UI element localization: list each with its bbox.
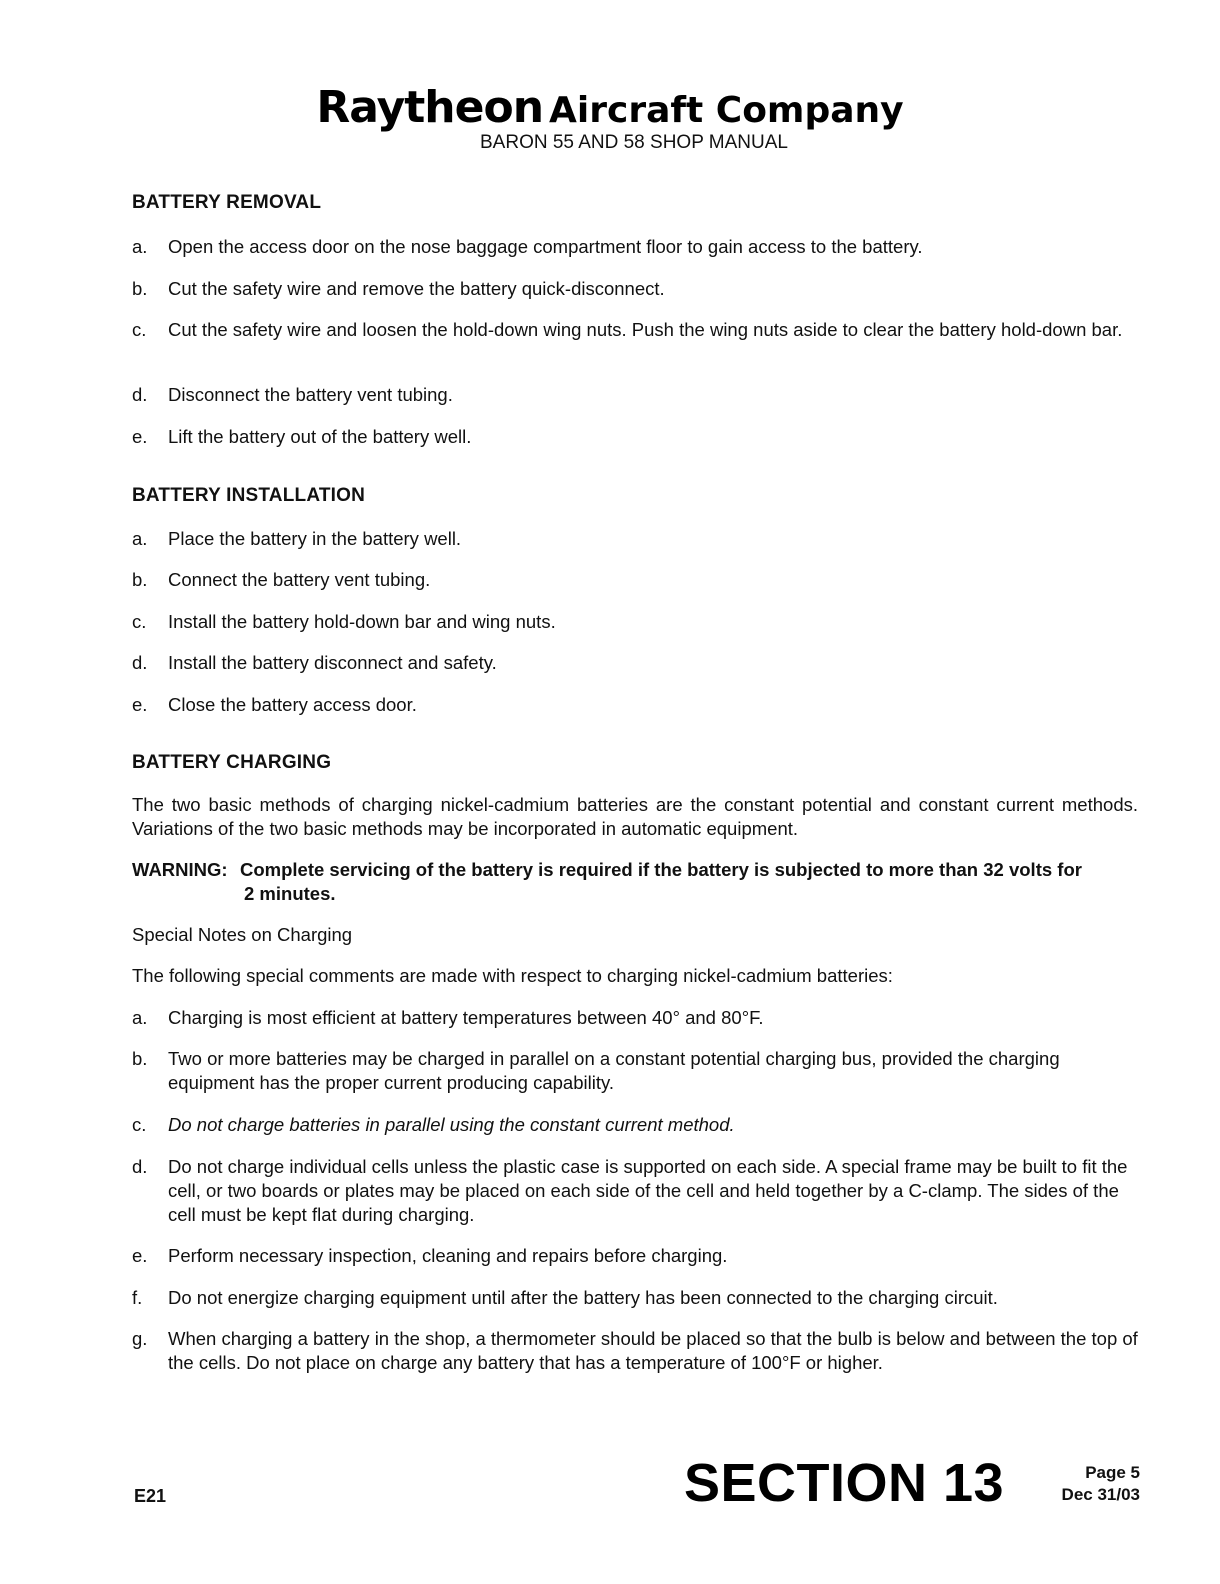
item-text: Cut the safety wire and remove the battery quick-disconnect. <box>168 278 665 299</box>
item-letter: b. <box>132 278 148 299</box>
item-letter: d. <box>132 1156 148 1177</box>
list-item <box>132 235 1142 259</box>
list-item <box>132 1155 1142 1227</box>
removal-heading: BATTERY REMOVAL <box>132 192 322 213</box>
notes-title: Special Notes on Charging <box>132 924 353 945</box>
company-name: Aircraft Company <box>549 90 904 131</box>
item-text: Cut the safety wire and loosen the hold-down wing nuts. Push the wing nuts aside to clear the battery hold-down bar. <box>168 319 1123 340</box>
item-text: Lift the battery out of the battery well. <box>168 426 472 447</box>
list-item <box>132 1006 1142 1030</box>
charging-intro: The two basic methods of charging nickel-cadmium batteries are the constant potential and constant current methods. Variations of the two basic methods may be incorporated in automatic equipment. <box>132 794 1138 839</box>
item-text: When charging a battery in the shop, a thermometer should be placed so that the bulb is below and between the top of the cells. Do not place on charge any battery that has a temperature of 100°F or higher. <box>168 1328 1138 1373</box>
warning-text: Complete servicing of the battery is required if the battery is subjected to more than 32 volts for <box>240 859 1082 880</box>
raytheon-logo: Raytheon <box>316 82 544 133</box>
item-text: Connect the battery vent tubing. <box>168 569 431 590</box>
list-item <box>132 1113 1142 1137</box>
item-text: Install the battery disconnect and safety. <box>168 652 497 673</box>
list-item <box>132 383 1142 407</box>
list-item <box>132 318 1142 342</box>
warning-label: WARNING: <box>132 859 228 880</box>
item-letter: b. <box>132 569 148 590</box>
list-item <box>132 1327 1142 1375</box>
item-letter: c. <box>132 611 147 632</box>
item-text: Perform necessary inspection, cleaning and repairs before charging. <box>168 1245 728 1266</box>
list-item <box>132 1286 1142 1310</box>
item-letter: a. <box>132 1007 148 1028</box>
item-text: Do not energize charging equipment until after the battery has been connected to the charging circuit. <box>168 1287 998 1308</box>
item-letter: c. <box>132 319 147 340</box>
brand-header <box>0 82 1220 133</box>
warning-text-cont: 2 minutes. <box>244 883 336 904</box>
item-text: Place the battery in the battery well. <box>168 528 462 549</box>
item-text: Two or more batteries may be charged in parallel on a constant potential charging bus, provided the charging equipment has the proper current producing capability. <box>168 1048 1060 1093</box>
page-code: E21 <box>134 1486 167 1506</box>
notes-intro: The following special comments are made with respect to charging nickel-cadmium batteries: <box>132 965 893 986</box>
item-letter: c. <box>132 1114 147 1135</box>
item-text: Open the access door on the nose baggage compartment floor to gain access to the battery. <box>168 236 923 257</box>
charging-heading: BATTERY CHARGING <box>132 752 332 773</box>
item-text: Close the battery access door. <box>168 694 417 715</box>
revision-date: Dec 31/03 <box>1061 1485 1140 1504</box>
list-item <box>132 568 1142 592</box>
item-letter: b. <box>132 1048 148 1069</box>
item-text: Disconnect the battery vent tubing. <box>168 384 453 405</box>
item-letter: d. <box>132 384 148 405</box>
section-number: SECTION 13 <box>684 1453 1005 1513</box>
item-text: Do not charge individual cells unless the plastic case is supported on each side. A special frame may be built to fit the cell, or two boards or plates may be placed on each side of the cell and held together by a C-clamp. The sides of the cell must be kept flat during charging. <box>168 1156 1128 1225</box>
list-item <box>132 1244 1142 1268</box>
item-letter: d. <box>132 652 148 673</box>
item-letter: e. <box>132 426 148 447</box>
item-letter: f. <box>132 1287 143 1308</box>
page-number: Page 5 <box>1085 1463 1140 1482</box>
item-text: Install the battery hold-down bar and wing nuts. <box>168 611 556 632</box>
list-item <box>132 425 1142 449</box>
list-item <box>132 693 1142 717</box>
list-item <box>132 1047 1142 1095</box>
item-letter: a. <box>132 236 148 257</box>
list-item <box>132 277 1142 301</box>
list-item <box>132 651 1142 675</box>
list-item <box>132 610 1142 634</box>
installation-heading: BATTERY INSTALLATION <box>132 485 366 506</box>
item-letter: a. <box>132 528 148 549</box>
warning-block <box>132 858 1142 906</box>
list-item <box>132 527 1142 551</box>
page-info <box>1062 1462 1140 1506</box>
item-text: Charging is most efficient at battery temperatures between 40° and 80°F. <box>168 1007 764 1028</box>
item-text: Do not charge batteries in parallel using the constant current method. <box>168 1114 735 1135</box>
manual-title: BARON 55 AND 58 SHOP MANUAL <box>480 132 788 153</box>
item-letter: g. <box>132 1328 148 1349</box>
item-letter: e. <box>132 1245 148 1266</box>
item-letter: e. <box>132 694 148 715</box>
